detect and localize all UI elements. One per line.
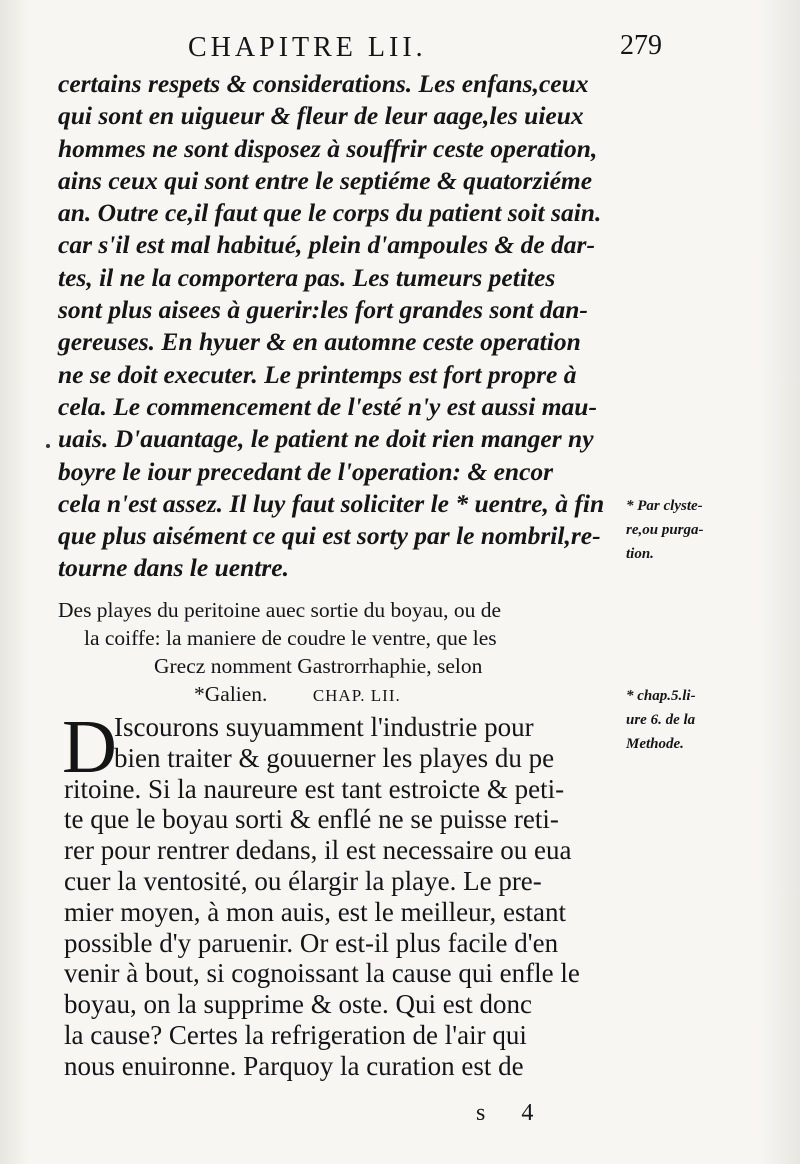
text-line: ritoine. Si la naureure est tant estroicte & peti- bbox=[64, 773, 565, 804]
chapter-label: CHAP. LII. bbox=[312, 686, 401, 705]
ink-speck bbox=[46, 444, 50, 448]
chapter-heading bbox=[58, 596, 618, 708]
text-line: uais. D'auantage, le patient ne doit rien manger ny bbox=[58, 424, 594, 454]
note-line: * chap.5.li- bbox=[626, 688, 696, 704]
note-line: re,ou purga- bbox=[626, 522, 704, 538]
text-line: boyau, on la supprime & oste. Qui est donc bbox=[64, 989, 532, 1020]
text-line: rer pour rentrer dedans, il est necessaire ou eua bbox=[64, 835, 572, 866]
signature-mark bbox=[476, 1100, 533, 1127]
galien-ref: *Galien. bbox=[194, 682, 268, 706]
text-line: qui sont en uigueur & fleur de leur aage,les uieux bbox=[58, 101, 584, 131]
marginal-note-clystere bbox=[626, 494, 756, 566]
signature-letter: s bbox=[476, 1100, 486, 1126]
text-line: ne se doit executer. Le printemps est fort propre à bbox=[58, 359, 577, 389]
text-line: possible d'y paruenir. Or est-il plus facile d'en bbox=[64, 927, 559, 958]
text-line: la cause? Certes la refrigeration de l'air qui bbox=[64, 1019, 527, 1050]
text-line: certains respets & considerations. Les enfans,ceux bbox=[58, 69, 589, 98]
text-line: tourne dans le uentre. bbox=[58, 553, 289, 583]
text-line: an. Outre ce,il faut que le corps du patient soit sain. bbox=[58, 198, 602, 228]
text-line: te que le boyau sorti & enflé ne se puisse reti- bbox=[64, 804, 559, 835]
text-line: nous enuironne. Parquoy la curation est de bbox=[64, 1050, 524, 1081]
text-line: venir à bout, si cognoissant la cause qui enfle le bbox=[64, 958, 580, 989]
text-line: cela n'est assez. Il luy faut soliciter le * uentre, à fin bbox=[58, 488, 605, 518]
running-head: CHAPITRE LII. bbox=[188, 32, 427, 63]
text-line: Iscourons suyuamment l'industrie pour bbox=[114, 712, 534, 742]
note-line: Methode. bbox=[626, 736, 684, 752]
drop-cap: D bbox=[62, 705, 117, 789]
page-number: 279 bbox=[620, 30, 662, 61]
text-line: gereuses. En hyuer & en automne ceste operation bbox=[58, 327, 581, 357]
italic-paragraph bbox=[58, 68, 618, 585]
signature-number: 4 bbox=[521, 1100, 534, 1126]
text-line: boyre le iour precedant de l'operation: & encor bbox=[58, 456, 554, 486]
text-line: cuer la ventosité, ou élargir la playe. Le pre- bbox=[64, 865, 542, 896]
text-line: cela. Le commencement de l'esté n'y est aussi mau- bbox=[58, 391, 597, 421]
marginal-note-methode bbox=[626, 684, 756, 756]
text-line: tes, il ne la comportera pas. Les tumeurs petites bbox=[58, 262, 556, 292]
note-line: tion. bbox=[626, 546, 654, 562]
heading-line: la coiffe: la maniere de coudre le ventre, que les bbox=[84, 626, 497, 650]
text-line: hommes ne sont disposez à souffrir ceste operation, bbox=[58, 133, 598, 163]
heading-line: Des playes du peritoine auec sortie du boyau, ou de bbox=[58, 598, 502, 622]
body-paragraph bbox=[62, 705, 624, 1082]
text-line: ains ceux qui sont entre le septiéme & quatorziéme bbox=[58, 165, 593, 195]
text-line: sont plus aisees à guerir:les fort grandes sont dan- bbox=[58, 295, 588, 325]
text-line: car s'il est mal habitué, plein d'ampoules & de dar- bbox=[58, 230, 595, 260]
text-line: mier moyen, à mon auis, est le meilleur, estant bbox=[64, 896, 567, 927]
heading-line: Grecz nomment Gastrorrhaphie, selon bbox=[154, 654, 483, 678]
note-line: ure 6. de la bbox=[626, 712, 696, 728]
text-line: bien traiter & gouuerner les playes du pe bbox=[114, 742, 555, 773]
page-header bbox=[180, 28, 780, 68]
heading-line-with-chap bbox=[58, 680, 618, 708]
text-line: que plus aisément ce qui est sorty par le nombril,re- bbox=[58, 521, 601, 551]
note-line: * Par clyste- bbox=[626, 498, 703, 514]
